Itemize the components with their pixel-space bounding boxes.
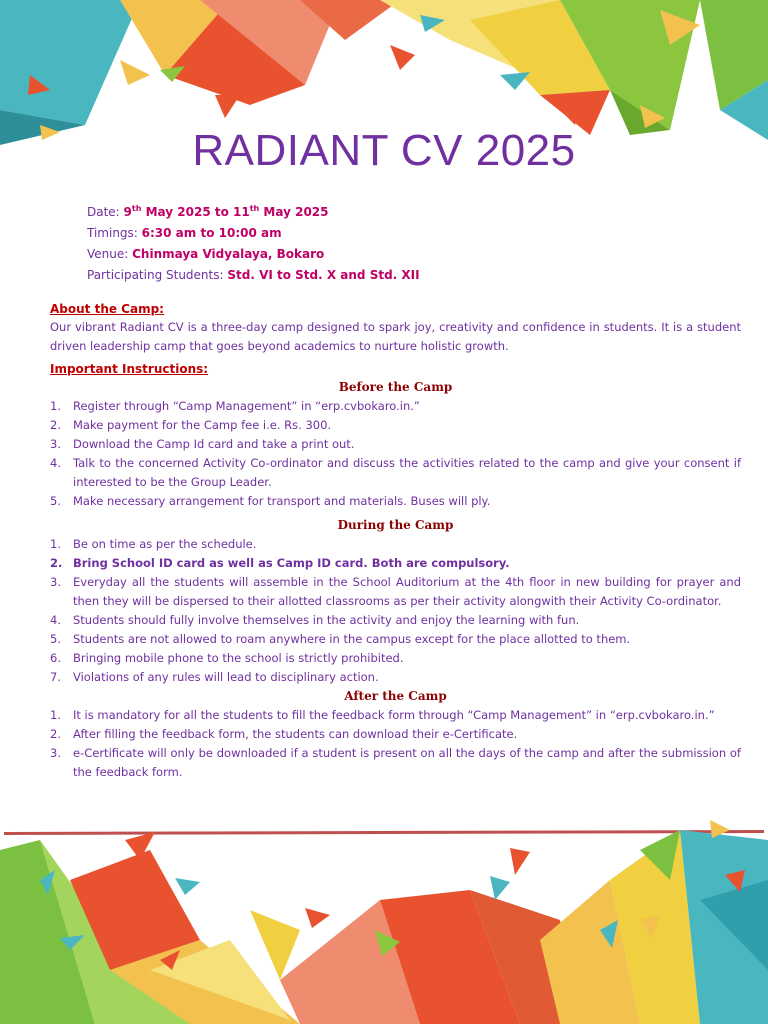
- date-day1: 9: [123, 205, 132, 219]
- list-item: 1. Register through “Camp Management” in “erp.cvbokaro.in.”: [50, 399, 420, 413]
- main-content: [50, 300, 741, 782]
- before-camp-heading: Before the Camp: [338, 380, 453, 394]
- list-item: 7. Violations of any rules will lead to disciplinary action.: [50, 670, 379, 684]
- venue-label: Venue:: [87, 247, 133, 261]
- during-camp-heading: During the Camp: [337, 518, 454, 532]
- timings-label: Timings:: [87, 226, 142, 240]
- list-item: 2. After filling the feedback form, the students can download their e-Certificate.: [50, 727, 518, 741]
- during-camp-list: [50, 535, 741, 687]
- camp-info: [87, 202, 420, 286]
- list-item: 2. Bring School ID card as well as Camp ID card. Both are compulsory.: [50, 556, 510, 570]
- timings-value: 6:30 am to 10:00 am: [141, 226, 282, 240]
- list-item: 3. Everyday all the students will assemble in the School Auditorium at the 4th floor in new building for prayer and then they will be dispersed to their allotted classrooms as per their activity alongwith their Activity Co-ordinator.: [50, 575, 741, 608]
- participants-line: [87, 265, 420, 286]
- bottom-decorative-banner: [0, 820, 768, 1024]
- list-item: 3. e-Certificate will only be downloaded if a student is present on all the days of the camp and after the submission of the feedback form.: [50, 746, 741, 779]
- date-line: [87, 202, 420, 223]
- about-text: Our vibrant Radiant CV is a three-day camp designed to spark joy, creativity and confidence in students. It is a student driven leadership camp that goes beyond academics to nurture holistic growth.: [50, 320, 741, 353]
- date-sup1: th: [131, 204, 142, 213]
- date-label: Date:: [87, 205, 124, 219]
- after-camp-list: [50, 706, 741, 782]
- list-item: 4. Talk to the concerned Activity Co-ordinator and discuss the activities related to the camp and give your consent if interested to be the Group Leader.: [50, 456, 741, 489]
- list-item: 4. Students should fully involve themselves in the activity and enjoy the learning with fun.: [50, 613, 580, 627]
- list-item: 1. It is mandatory for all the students to fill the feedback form through “Camp Management” in “erp.cvbokaro.in.”: [50, 708, 715, 722]
- instructions-heading: Important Instructions:: [50, 362, 209, 376]
- list-item: 6. Bringing mobile phone to the school is strictly prohibited.: [50, 651, 404, 665]
- timings-line: [87, 223, 420, 244]
- about-heading: About the Camp:: [50, 302, 164, 316]
- after-camp-heading: After the Camp: [344, 689, 447, 703]
- date-sup2: th: [249, 204, 260, 213]
- participants-value: Std. VI to Std. X and Std. XII: [227, 268, 420, 282]
- before-camp-list: [50, 397, 741, 511]
- venue-line: [87, 244, 420, 265]
- list-item: 2. Make payment for the Camp fee i.e. Rs. 300.: [50, 418, 332, 432]
- venue-value: Chinmaya Vidyalaya, Bokaro: [132, 247, 325, 261]
- page-title: RADIANT CV 2025: [192, 126, 576, 175]
- date-end: May 2025: [259, 205, 329, 219]
- list-item: 5. Make necessary arrangement for transport and materials. Buses will ply.: [50, 494, 491, 508]
- list-item: 3. Download the Camp Id card and take a print out.: [50, 437, 355, 451]
- list-item: 1. Be on time as per the schedule.: [50, 537, 257, 551]
- date-mid: May 2025 to 11: [141, 205, 250, 219]
- list-item: 5. Students are not allowed to roam anywhere in the campus except for the place allotted to them.: [50, 632, 631, 646]
- participants-label: Participating Students:: [87, 268, 228, 282]
